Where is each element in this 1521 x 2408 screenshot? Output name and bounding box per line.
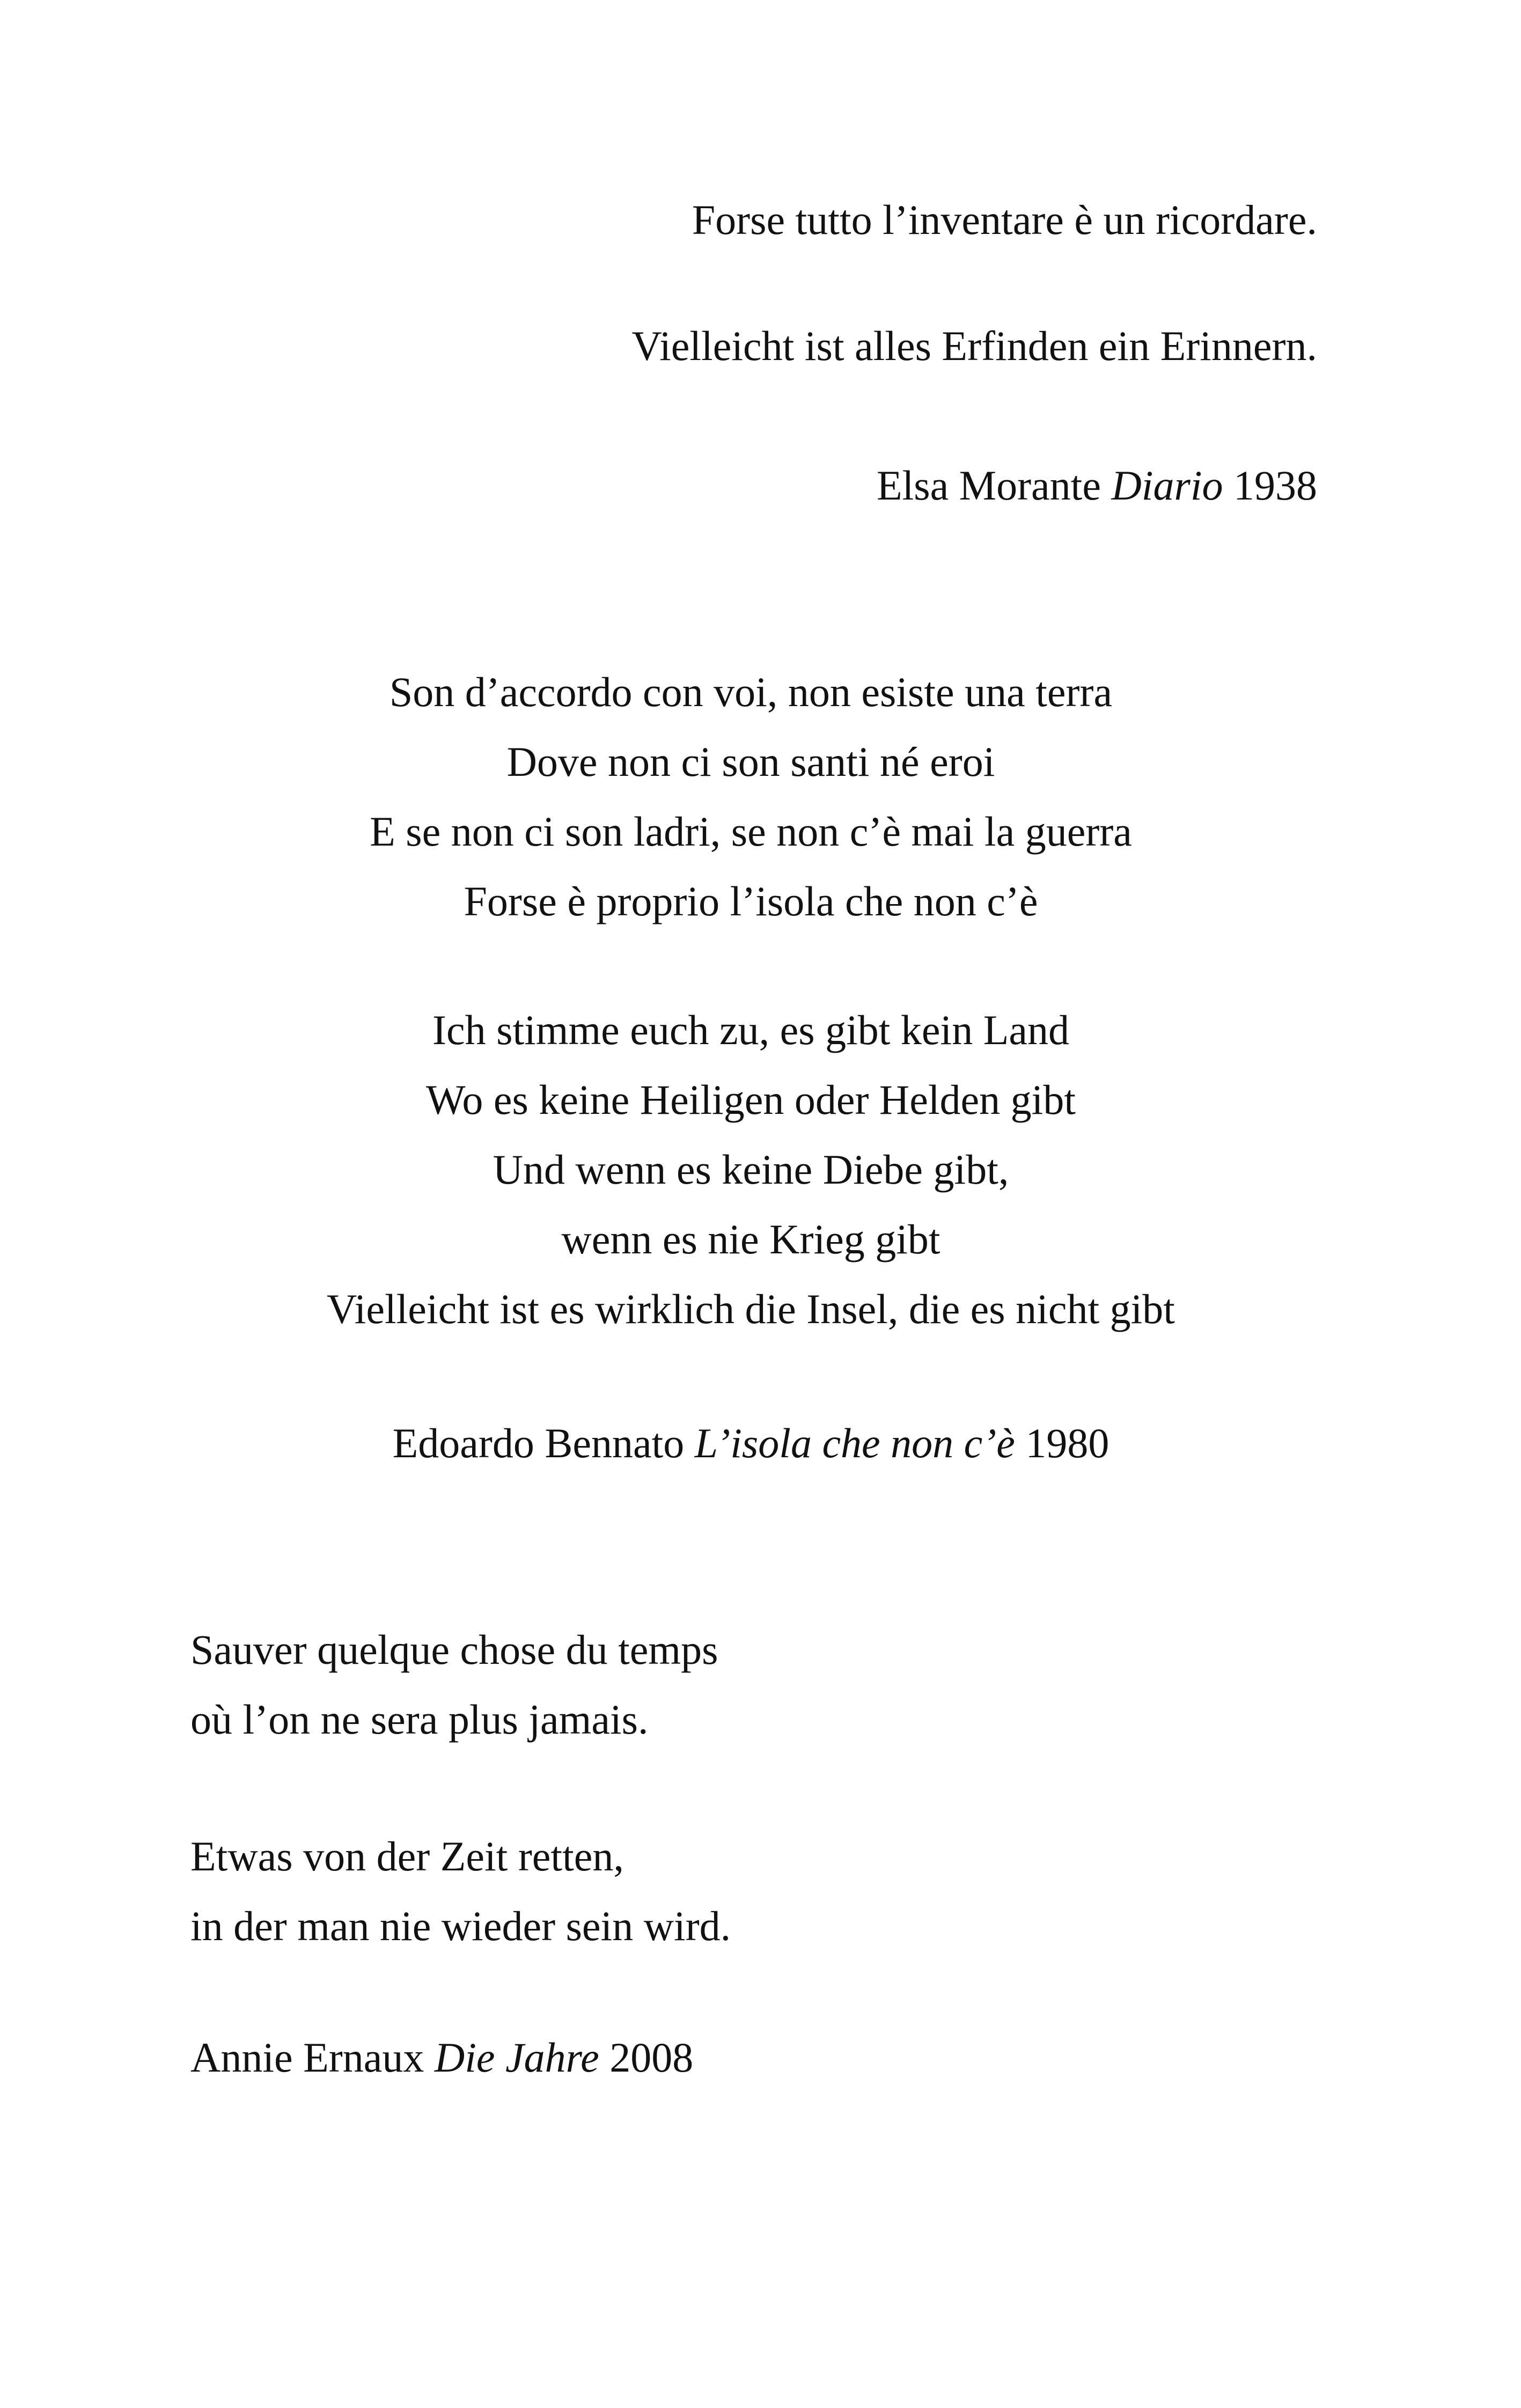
epigraph-bennato-german — [0, 995, 1511, 1344]
verse-line: Und wenn es keine Diebe gibt, — [493, 1146, 1009, 1193]
verse-line: in der man nie wieder sein wird. — [190, 1903, 731, 1949]
epigraph-morante — [692, 185, 1317, 255]
verse-line: Sauver quelque chose du temps — [190, 1626, 718, 1673]
quote-german: Vielleicht ist alles Erfinden ein Erinnern. — [631, 322, 1317, 369]
attribution — [0, 1408, 1511, 1478]
epigraph-ernaux-german — [190, 1822, 731, 1961]
verse-line: Wo es keine Heiligen oder Helden gibt — [425, 1076, 1076, 1123]
verse-line: Forse è proprio l’isola che non c’è — [464, 878, 1038, 924]
author-name: Annie Ernaux — [190, 2034, 424, 2081]
verse-line: Ich stimme euch zu, es gibt kein Land — [432, 1007, 1069, 1053]
work-title: Diario — [1111, 462, 1223, 509]
epigraph-morante-translation — [631, 311, 1317, 381]
attribution — [877, 451, 1317, 520]
year: 1938 — [1233, 462, 1317, 509]
verse-line: Dove non ci son santi né eroi — [506, 738, 995, 785]
attribution-morante — [877, 451, 1317, 520]
work-title: L’isola che non c’è — [694, 1420, 1015, 1466]
attribution-bennato — [0, 1408, 1511, 1478]
year: 2008 — [609, 2034, 694, 2081]
epigraph-ernaux-french — [190, 1615, 718, 1754]
epigraph-bennato-italian — [0, 657, 1511, 936]
year: 1980 — [1025, 1420, 1109, 1466]
quote-italian: Forse tutto l’inventare è un ricordare. — [692, 196, 1317, 243]
author-name: Edoardo Bennato — [392, 1420, 685, 1466]
verse-line: Son d’accordo con voi, non esiste una terra — [389, 669, 1113, 715]
verse-line: Etwas von der Zeit retten, — [190, 1833, 624, 1880]
author-name: Elsa Morante — [876, 462, 1101, 509]
verse-line: E se non ci son ladri, se non c’è mai la guerra — [370, 808, 1132, 855]
verse-line: Vielleicht ist es wirklich die Insel, die es nicht gibt — [327, 1286, 1175, 1332]
verse-line: où l’on ne sera plus jamais. — [190, 1696, 649, 1743]
attribution-ernaux — [190, 2023, 693, 2093]
attribution — [190, 2023, 693, 2093]
work-title: Die Jahre — [434, 2034, 599, 2081]
verse-line: wenn es nie Krieg gibt — [561, 1216, 940, 1262]
